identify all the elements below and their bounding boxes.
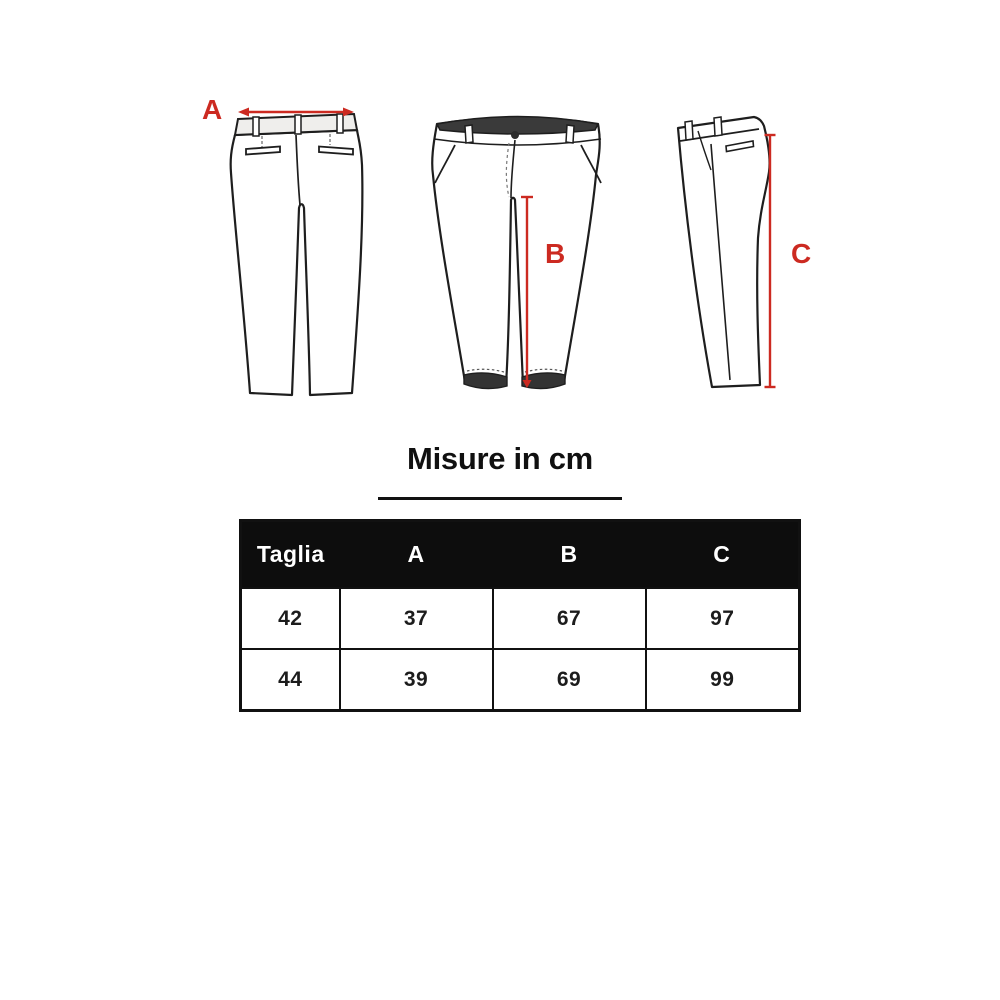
title-underline [378,497,622,500]
cell-a: 39 [340,649,493,711]
measurement-label-b: B [545,238,566,269]
cell-taglia: 44 [241,649,340,711]
size-table-header-row [241,521,800,589]
cell-a: 37 [340,588,493,649]
size-table-row-42 [241,588,800,649]
page-title: Misure in cm [407,441,593,476]
belt-loop [566,125,574,143]
belt-loop [253,117,259,136]
header-cell-taglia: Taglia [241,521,340,589]
belt-loop [685,121,693,140]
side-pants-outline [678,117,770,387]
front-hem-left [464,373,507,389]
front-pants-outline [432,118,599,386]
header-cell-c: C [646,521,800,589]
belt-loop [465,125,473,143]
pants-back-view-drawing [200,95,400,405]
measurement-label-c: C [791,238,812,269]
belt-loop [295,115,301,134]
cell-taglia: 42 [241,588,340,649]
size-table-container [239,519,801,712]
cell-b: 67 [493,588,646,649]
measurement-label-a: A [202,94,223,125]
cell-b: 69 [493,649,646,711]
back-pants-outline [231,130,363,395]
size-table-row-44 [241,649,800,711]
belt-loop [714,117,722,136]
header-cell-b: B [493,521,646,589]
header-cell-a: A [340,521,493,589]
waistband-button [511,131,519,139]
cell-c: 99 [646,649,800,711]
cell-c: 97 [646,588,800,649]
belt-loop [337,114,343,133]
pants-front-view-drawing [425,105,615,405]
size-table [239,519,801,712]
